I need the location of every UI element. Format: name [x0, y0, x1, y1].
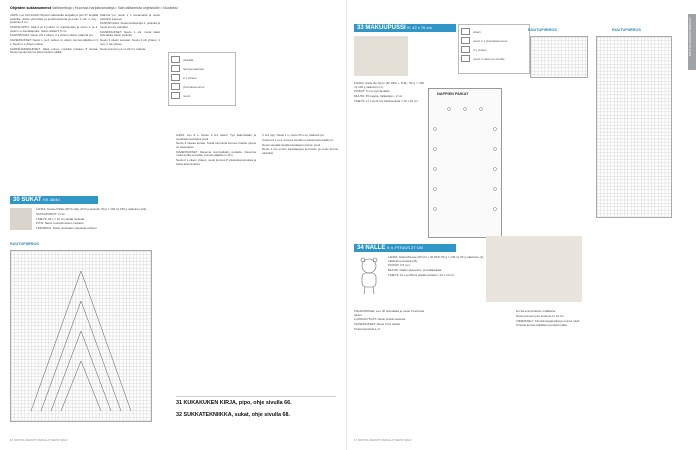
pattern-33-title: 33 MAKUUPUSSI [357, 25, 406, 31]
material-line: PUIKOT: 3,5 mm. [388, 263, 411, 268]
intro-column [10, 14, 98, 56]
legend-row [461, 27, 527, 36]
legend-swatch [461, 37, 470, 44]
pattern-30-materials [36, 208, 154, 232]
legend-swatch [461, 55, 470, 62]
material-line: PITSI: Neulo ruutupiirroksen mukaan. [36, 221, 85, 226]
intro-paragraph: KAVENNUKSET: Neulo 1. ja 2. puikon s:t oikein, kunnes jäljellä on 3 s. Neulo 2 s yhteen oikein. [10, 38, 98, 46]
left-page-number: 16 [10, 438, 14, 442]
pattern-30-title: 30 SUKAT [13, 197, 42, 203]
body-paragraph: KAVENNUKSET: Neulo 3 krs sileää. [354, 322, 401, 327]
pattern-34-size: K n. PITUUS 27 CM [387, 245, 423, 250]
body-paragraph: Neulo 3 oikein suoraan. Neulo 2 oik yhteen, 1 nurj, 2 oik yhteen. [100, 38, 160, 46]
left-header-title: Ohjeiden sukkanumerot [10, 6, 51, 10]
body-paragraph: KANTAPOHJA: Aloita kantapohja 1. puikolta ja neulo kerros valmiiksi. [100, 21, 160, 29]
material-line: MUUTA: 35 nappia, halkaisija n. 2 cm. [354, 94, 403, 99]
legend-label: 2 s yhteen [183, 75, 197, 80]
lace-chart-marks [11, 251, 151, 421]
pattern-34-title-band [354, 244, 456, 252]
legend-row [461, 36, 527, 45]
legend-label: 3 s yhteen [473, 47, 487, 52]
legend-swatch [171, 83, 180, 90]
pattern-30-size: KK 38/40 [43, 197, 60, 202]
legend-swatch [171, 92, 180, 99]
body-paragraph: Käännä työ, neulo 1 s nostamatta ja neulo valmiiksi loppuun. [100, 13, 160, 21]
left-chart-label: RUUTUPIIRROS [10, 242, 39, 246]
symbol-legend [168, 52, 236, 106]
sleeping-bag-photo [354, 36, 408, 76]
body-paragraph: VIIMEISTELY: Kiinnitä langanpäät ja ommel napit. [516, 318, 581, 323]
body-paragraph: Neulo kunnes työn korkeus on 24 cm. [516, 313, 565, 318]
kirja-link-32[interactable]: 32 SUKKATEKNIIKKA, sukat, ohje sivulla 68. [176, 412, 291, 418]
teddy-illustration [354, 256, 384, 296]
legend-label: oikein [473, 29, 481, 34]
material-line: PUIKOT: 5 mm pyöröpuikko. [354, 89, 391, 94]
kirja-link-31[interactable]: 31 KUKAKUKEN KIRJA, pipo, ohje sivulla 66. [176, 400, 292, 406]
legend-row [171, 91, 233, 100]
buttons-label: NAPPIEN PAIKAT [437, 92, 469, 96]
legend-row [461, 45, 527, 54]
body-paragraph: GÄNS: Luo 8 s. Neulo 3 krs oikein. Työ käännetään ja neulotaan tarvittava puoli. [176, 133, 256, 141]
body-paragraph: Toista krs 1 ja 2, kunnes sivuilla on kavennettu kaikki s:t. [262, 137, 335, 142]
teddy-icon [354, 256, 384, 296]
material-line: TIHEYS: 17 s ja 21 krs sileäneuletta = 10 x 10 cm. [354, 98, 419, 103]
left-footer-text: NOVITA HARJOITUSMALLIT KEVÄT 2021 [13, 438, 68, 442]
body-paragraph: LUONUIKYTKÄT: Neulo joustinneulosta. [354, 317, 406, 322]
body-paragraph: 3. krs (op): Neulo 1 s, neulo 20 s op, käännä työ. [262, 133, 325, 137]
right-page-number: 17 [354, 438, 358, 442]
legend-label: neulo 1 oikein ja sivuille [473, 56, 505, 61]
body-paragraph: Neulo samalla tavalla kantalapun toinen puoli. [262, 142, 321, 147]
pattern-33-chart-label: RUUTUPIIRROS [528, 28, 557, 32]
body-paragraph: Neulo 2 s oikein yhteen, neulo kunnes 8 ylivetokavennuksia ja toista kavennuksia. [176, 158, 256, 166]
legend-label: oikealla [183, 57, 194, 62]
lace-chart [10, 250, 152, 422]
pattern-34-title: 34 NALLE [357, 245, 386, 251]
body-paragraph: KAVENNUKSET: Neulo 1 oik, nosta kaksi silmukkaa oikein puikolle. [100, 29, 160, 38]
material-line: LANKA: Katia Re-Spyo (92 PES + 8 EL; 50 g = 100 m) 100 g valkoinen (1). [354, 81, 424, 89]
legend-swatch [461, 46, 470, 53]
body-paragraph: Neulo kunnes työ on 23 cm mitasta. [100, 46, 146, 51]
body-paragraph: TAKAKAPPALE: Luo 30 silmukkaa ja neulo 6 kerrosta oikein. [354, 309, 424, 317]
material-line: LANKA: Katia Mousse (60 CO + 40 PAN; 50 g = 145 m) 50 g valkoinen (1), vähänkin punaista (15). [388, 255, 484, 263]
body-paragraph: krs 9a ensimmäinen mallikerta. [516, 309, 556, 313]
divider [176, 396, 336, 397]
sock-thumbnail [10, 208, 32, 230]
material-line: MUUTA: Nallen täytevanu, puuvillalankaa. [388, 268, 442, 273]
body-paragraph: KAVENNUKSET: Kavenna kummaltakin puolelta. Kavenna molemmilta reunoilta, kunnes jäljellä on 10 s. [176, 149, 256, 158]
text-column-2 [100, 14, 160, 52]
right-chart [596, 36, 672, 218]
pattern-33-title-band [354, 24, 456, 32]
material-line: LANKA: Teetee Pallas (80 % villa, 20 % polyamidi, 50 g = 130 m) 150 g valkoinen (21). [36, 207, 148, 211]
left-header-nav: Vaihtoehtoja • Huomaa harjoitusmalleja • Vain laittamista ohjeistoille • Vuodeksi [51, 6, 178, 10]
material-line: TIHEYS: 21 s ja 28 krs sileää neuletta = 10 x 10 cm. [388, 272, 455, 277]
intro-paragraph: KÄRKIKAVENNUKSET: Jatka ennen merkkiä toistaen 8 kertaa. Neulo lopuksi kerros kavennusten välillä. [10, 46, 98, 55]
body-paragraph: Ompele korvat paikalleen ja täytä nallen. [516, 323, 569, 328]
legend-row [171, 73, 233, 82]
legend-row [171, 82, 233, 91]
body-paragraph: Neulo 3 oikeaa kertaa. Toista kerroksia kunnes haluttu pituus on saavutettu. [176, 141, 256, 149]
pattern-30-title-band [10, 196, 98, 204]
pattern-33-materials [354, 82, 424, 105]
legend-swatch [171, 65, 180, 72]
legend-row [171, 55, 233, 64]
material-line: TEKNIIKKA: Sukat neulotaan varpaista varteen. [36, 226, 98, 231]
legend-label: neulo [183, 93, 191, 98]
material-line: TIHEYS: 26 s = 10 cm sileää neuletta. [36, 216, 85, 221]
side-tab [688, 14, 696, 70]
pattern-33-size: K: 42 x 76 cm [407, 25, 432, 30]
teddy-photo [486, 236, 582, 302]
legend-label: tarrojemaarkeet [183, 66, 205, 71]
left-footer [10, 438, 67, 442]
intro-paragraph: KANTALAPPU: Jätä 2 ja 3 puikon s:t odottamaan ja neulo 1. ja 4. puikon s:t kantalapuksi. Neulo sileää 5,5 cm. [10, 24, 98, 33]
right-footer [354, 438, 411, 442]
left-header [10, 6, 178, 10]
legend-label: neulo 1 s ylivetokavennus [473, 38, 508, 43]
legend-row [171, 64, 233, 73]
legend-swatch [171, 74, 180, 81]
side-tab-label: NOVITA HARJOITUSMALLIT [688, 17, 692, 57]
legend-label: ylivetokavennus [183, 84, 205, 89]
body-paragraph: Neulo 1 krs ennen kantalappua kerrosten ja neulo kerros valmiiksi. [262, 147, 338, 155]
pattern-34-materials [388, 256, 484, 279]
page-gutter [346, 0, 347, 450]
sleeping-bag-diagram [428, 88, 502, 238]
intro-paragraph: KANTAPOHJA: Neulo 2/3 s oikein, 2 s yhteen oikein, käännä työ. [10, 33, 94, 38]
legend-swatch [461, 28, 470, 35]
intro-paragraph: VARS: Luo KULKAAR Ntyöstö valkoisella langalla ja pue 67 kerjällä puikoille. Aloita ylimmäksi ja joustinneulosta ja neulo 1 oik, 1 nurj -joustinta 4 cm. [10, 13, 98, 25]
pattern-33-legend [458, 24, 530, 74]
right-text-column-a [354, 310, 424, 333]
legend-swatch [171, 56, 180, 63]
pattern-33-chart [530, 36, 588, 78]
body-paragraph: Toista kerroksia 1–6. [354, 326, 381, 331]
right-text-column-b [516, 310, 584, 329]
text-column-4 [262, 134, 338, 157]
right-chart-label: RUUTUPIIRROS [612, 28, 641, 32]
button-markers [429, 89, 501, 237]
right-footer-text: NOVITA HARJOITUSMALLIT KEVÄT 2021 [357, 438, 412, 442]
legend-row [461, 54, 527, 63]
material-line: SUKKAPUIKOT: 3 mm. [36, 211, 66, 216]
text-column-3 [176, 134, 256, 168]
